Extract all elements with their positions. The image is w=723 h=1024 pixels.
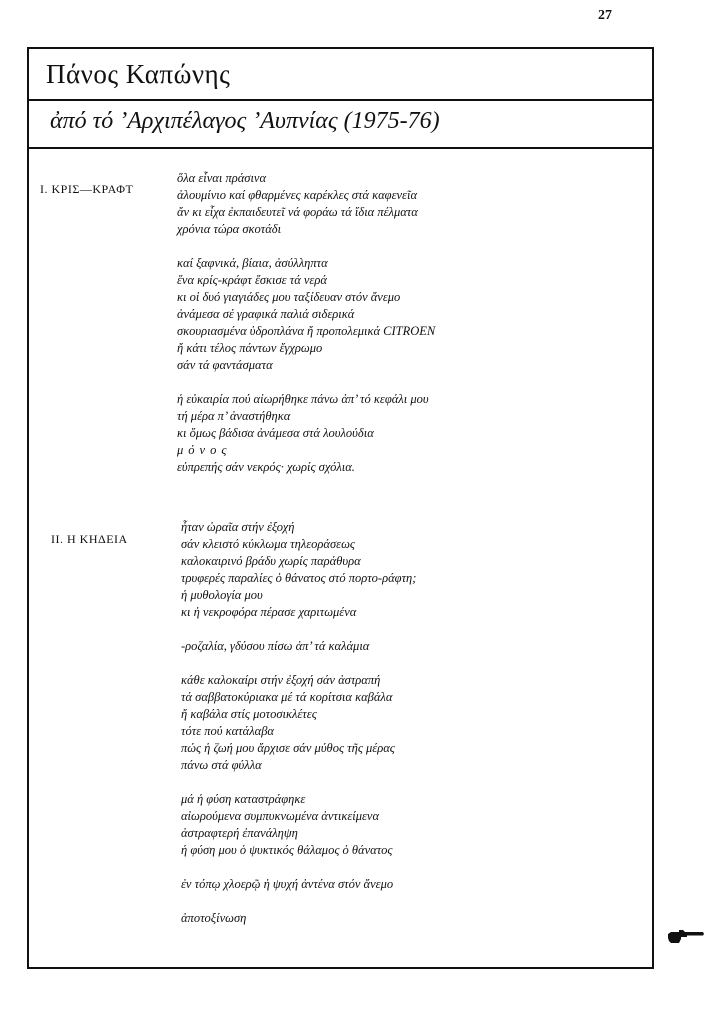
poem-line: πώς ἡ ζωή μου ἄρχισε σάν μύθος τῆς μέρας bbox=[181, 741, 395, 755]
poem-line: κι ἡ νεκροφόρα πέρασε χαριτωμένα bbox=[181, 605, 357, 619]
poem-line: εὐπρεπής σάν νεκρός· χωρίς σχόλια. bbox=[177, 460, 355, 474]
poem-line: σάν κλειστό κύκλωμα τηλεοράσεως bbox=[181, 537, 355, 551]
poem-line: μόνος bbox=[177, 443, 232, 457]
collection-header bbox=[29, 99, 652, 149]
poem-line: ἡ φύση μου ὁ ψυκτικός θάλαμος ὁ θάνατος bbox=[181, 843, 393, 857]
poem-section-kideia bbox=[181, 519, 416, 927]
poem-line: τή μέρα π’ ἀναστήθηκα bbox=[177, 409, 291, 423]
section-label-kideia: II. Η ΚΗΔΕΙΑ bbox=[51, 532, 128, 546]
author-name: Πάνος Καπώνης bbox=[46, 59, 231, 89]
poem-line: σκουριασμένα ὑδροπλάνα ἤ προπολεμικά CITROEN bbox=[177, 324, 436, 338]
stanza-gap bbox=[177, 374, 435, 391]
stanza-gap bbox=[181, 655, 416, 672]
stanza-gap bbox=[181, 774, 416, 791]
author-header bbox=[29, 49, 652, 101]
poem-line: ἀστραφτερή ἐπανάληψη bbox=[181, 826, 298, 840]
poem-line: ἡ μυθολογία μου bbox=[181, 588, 263, 602]
poem-line: τά σαββατοκύριακα μέ τά κορίτσια καβάλα bbox=[181, 690, 393, 704]
poem-section-kris-kraft bbox=[177, 170, 435, 476]
poem-line: σάν τά φαντάσματα bbox=[177, 358, 273, 372]
section-label-kris-kraft: I. ΚΡΙΣ—ΚΡΑΦΤ bbox=[40, 182, 134, 196]
stanza-gap bbox=[181, 621, 416, 638]
poem-line: αἰωρούμενα συμπυκνωμένα ἀντικείμενα bbox=[181, 809, 380, 823]
poem-line: ἀλουμίνιο καί φθαρμένες καρέκλες στά καφενεῖα bbox=[177, 188, 418, 202]
collection-title: ἀπό τό ’Αρχιπέλαγος ’Αυπνίας (1975-76) bbox=[50, 108, 440, 134]
page-number: 27 bbox=[598, 8, 612, 23]
poem-line: -ροζαλία, γδύσου πίσω ἀπ’ τά καλάμια bbox=[181, 639, 370, 653]
poem-line: ἄν κι εἶχα ἐκπαιδευτεῖ νά φοράω τά ἴδια πέλματα bbox=[177, 205, 418, 219]
poem-line: κι οἱ δυό γιαγιάδες μου ταξίδευαν στόν ἄνεμο bbox=[177, 290, 401, 304]
poem-line: ἐν τόπῳ χλοερῷ ἡ ψυχή ἀντένα στόν ἄνεμο bbox=[181, 877, 394, 891]
poem-line: ἤ καβάλα στίς μοτοσικλέτες bbox=[181, 707, 317, 721]
poem-line: πάνω στά φύλλα bbox=[181, 758, 262, 772]
pointing-hand-icon bbox=[667, 927, 705, 945]
stanza-gap bbox=[181, 859, 416, 876]
poem-line: ἦταν ὡραῖα στήν ἐξοχή bbox=[181, 520, 295, 534]
poem-line: κι ὅμως βάδισα ἀνάμεσα στά λουλούδια bbox=[177, 426, 374, 440]
poem-line: ἕνα κρίς-κράφτ ἔσκισε τά νερά bbox=[177, 273, 327, 287]
poem-line: τότε πού κατάλαβα bbox=[181, 724, 274, 738]
poem-line: ἀνάμεσα σέ γραφικά παλιά σιδερικά bbox=[177, 307, 355, 321]
poem-line: τρυφερές παραλίες ὁ θάνατος στό πορτο-ράφτη; bbox=[181, 571, 417, 585]
poem-line: χρόνια τώρα σκοτάδι bbox=[177, 222, 282, 236]
poem-line: ὅλα εἶναι πράσινα bbox=[177, 171, 267, 185]
poem-line: ἀποτοξίνωση bbox=[181, 911, 247, 925]
stanza-gap bbox=[181, 893, 416, 910]
poem-line: καί ξαφνικά, βίαια, ἀσύλληπτα bbox=[177, 256, 328, 270]
stanza-gap bbox=[177, 238, 435, 255]
poem-line: ἤ κάτι τέλος πάντων ἔγχρωμο bbox=[177, 341, 323, 355]
poem-line: καλοκαιρινό βράδυ χωρίς παράθυρα bbox=[181, 554, 361, 568]
poem-line: ἡ εὐκαιρία πού αἰωρήθηκε πάνω ἀπ’ τό κεφάλι μου bbox=[177, 392, 429, 406]
poem-line: κάθε καλοκαίρι στήν ἐξοχή σάν ἀστραπή bbox=[181, 673, 381, 687]
poem-line: μά ἡ φύση καταστράφηκε bbox=[181, 792, 306, 806]
